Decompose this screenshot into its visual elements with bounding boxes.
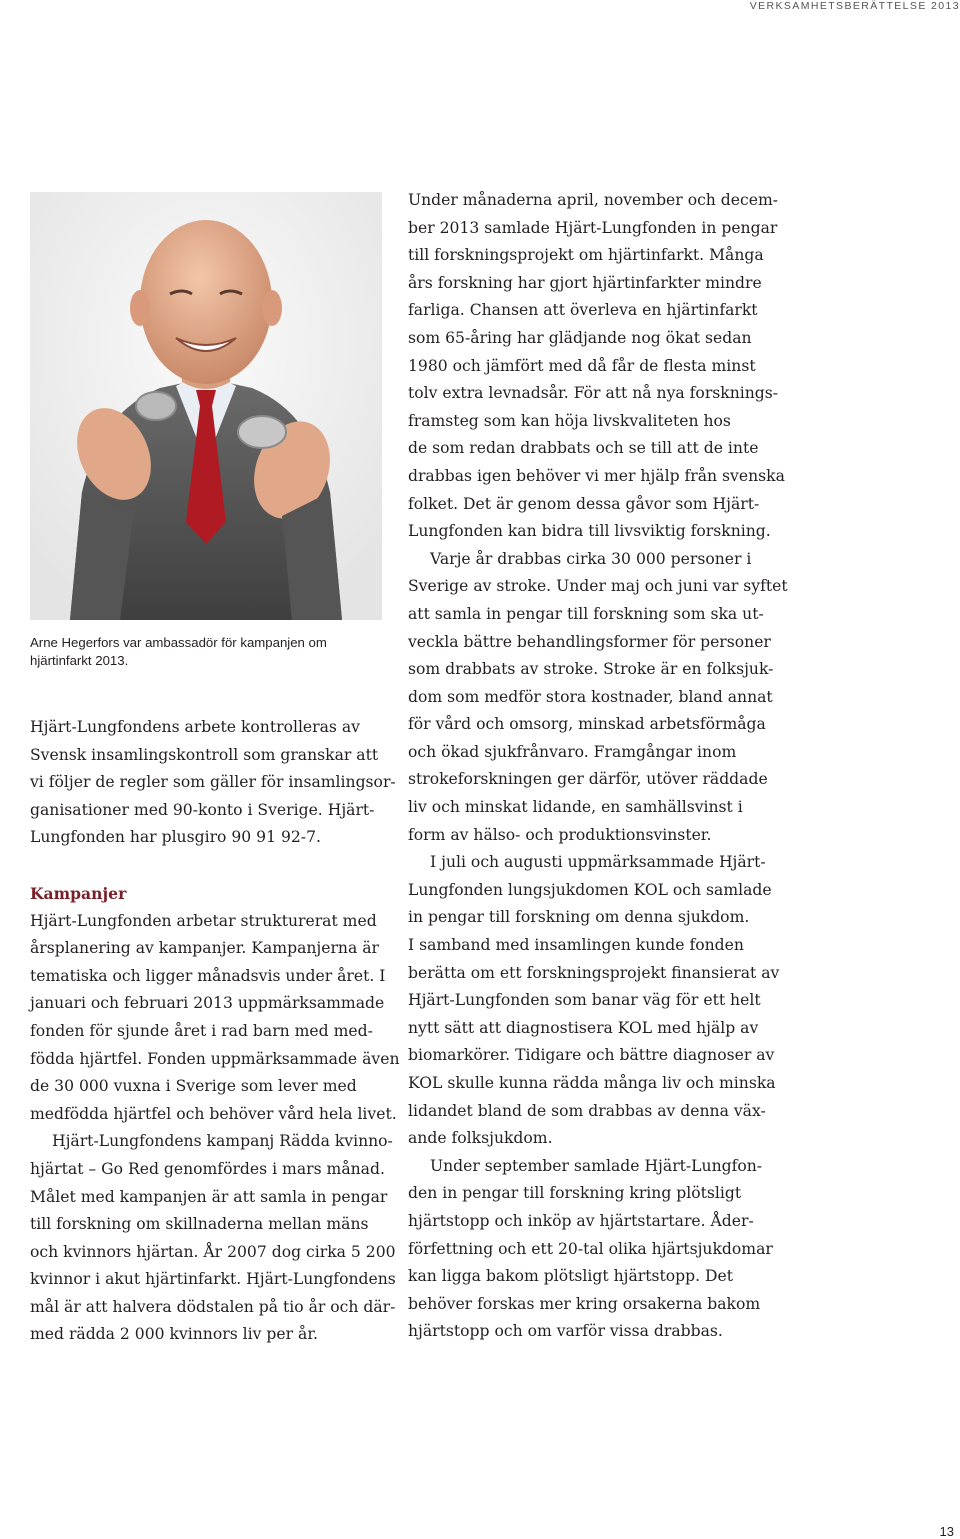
page-number: 13 [939, 1524, 954, 1539]
body-line: januari och februari 2013 uppmärksammade [30, 994, 385, 1013]
body-line: Under september samlade Hjärt-Lungfon- [430, 1156, 763, 1175]
right-column [408, 187, 791, 1346]
body-line: till forskningsprojekt om hjärtinfarkt. Många [408, 246, 764, 265]
body-line: in pengar till forskning om denna sjukdom. [408, 908, 750, 927]
body-line: strokeforskningen ger därför, utöver räddade [408, 770, 768, 789]
body-line: liv och minskat lidande, en samhällsvinst i [408, 798, 743, 817]
body-line: Lungfonden kan bidra till livsviktig forskning. [408, 522, 771, 541]
body-line: Varje år drabbas cirka 30 000 personer i [430, 549, 752, 568]
body-line: berätta om ett forskningsprojekt finansierat av [408, 963, 780, 982]
body-line: I juli och augusti uppmärksammade Hjärt- [430, 853, 766, 872]
body-line: tematiska och ligger månadsvis under året. I [30, 966, 386, 985]
body-line: nytt sätt att diagnostisera KOL med hjälp av [408, 1018, 759, 1037]
intro-line: Svensk insamlingskontroll som granskar att [30, 745, 379, 764]
portrait-photo [30, 192, 382, 620]
body-line: KOL skulle kunna rädda många liv och minska [408, 1074, 776, 1092]
body-line: form av hälso- och produktionsvinster. [408, 825, 712, 844]
body-line: medfödda hjärtfel och behöver vård hela livet. [30, 1104, 397, 1123]
body-line: som drabbats av stroke. Stroke är en folksjuk- [408, 660, 774, 679]
body-line: mål är att halvera dödstalen på tio år och där- [30, 1297, 396, 1316]
body-line: Hjärt-Lungfonden arbetar strukturerat med [30, 911, 377, 930]
body-line: förfettning och ett 20-tal olika hjärtsjukdomar [408, 1239, 773, 1258]
body-line: och ökad sjukfrånvaro. Framgångar inom [408, 742, 737, 761]
body-line: Målet med kampanjen är att samla in pengar [30, 1187, 388, 1206]
body-line: de som redan drabbats och se till att de inte [408, 439, 759, 458]
body-line: hjärtstopp och om varför vissa drabbas. [408, 1322, 723, 1341]
section-heading-kampanjer: Kampanjer [30, 883, 127, 903]
body-line: med rädda 2 000 kvinnors liv per år. [30, 1325, 319, 1344]
body-line: och kvinnors hjärtan. År 2007 dog cirka 5 200 [30, 1242, 396, 1261]
body-line: till forskning om skillnaderna mellan mäns [30, 1215, 369, 1234]
body-line: framsteg som kan höja livskvaliteten hos [408, 411, 731, 430]
body-line: drabbas igen behöver vi mer hjälp från svenska [408, 466, 785, 485]
running-head: VERKSAMHETSBERÄTTELSE 2013 [749, 0, 960, 12]
body-line: den in pengar till forskning kring plötsligt [408, 1184, 742, 1203]
body-line: ber 2013 samlade Hjärt-Lungfonden in pengar [408, 218, 778, 237]
intro-line: Hjärt-Lungfondens arbete kontrolleras av [30, 718, 360, 736]
body-line: hjärtat – Go Red genomfördes i mars månad. [30, 1159, 385, 1178]
body-line: kan ligga bakom plötsligt hjärtstopp. Det [408, 1267, 734, 1286]
body-line: kvinnor i akut hjärtinfarkt. Hjärt-Lungfondens [30, 1270, 396, 1289]
left-column [30, 714, 400, 1349]
body-line: dom som medför stora kostnader, bland annat [408, 687, 773, 706]
body-line: Lungfonden lungsjukdomen KOL och samlade [408, 880, 772, 899]
body-line: Hjärt-Lungfondens kampanj Rädda kvinno- [52, 1132, 393, 1151]
intro-line: ganisationer med 90-konto i Sverige. Hjärt- [30, 800, 375, 819]
body-line: I samband med insamlingen kunde fonden [408, 936, 744, 955]
body-line: födda hjärtfel. Fonden uppmärksammade även [30, 1049, 400, 1068]
body-line: de 30 000 vuxna i Sverige som lever med [30, 1077, 357, 1096]
intro-line: Lungfonden har plusgiro 90 91 92-7. [30, 828, 321, 847]
body-line: folket. Det är genom dessa gåvor som Hjärt- [408, 494, 760, 513]
body-line: som 65-åring har glädjande nog ökat sedan [408, 328, 752, 347]
photo-caption: Arne Hegerfors var ambassadör för kampanjen om hjärtinfarkt 2013. [30, 635, 327, 668]
body-line: att samla in pengar till forskning som ska ut- [408, 604, 764, 623]
body-line: lidandet bland de som drabbas av denna väx- [408, 1101, 766, 1120]
portrait-illustration [30, 192, 382, 620]
body-line: Under månaderna april, november och decem- [408, 191, 779, 209]
body-line: biomarkörer. Tidigare och bättre diagnoser av [408, 1046, 775, 1065]
body-line: årsplanering av kampanjer. Kampanjerna är [30, 939, 379, 958]
body-line: ande folksjukdom. [408, 1129, 553, 1148]
body-line: fonden för sjunde året i rad barn med med- [30, 1021, 373, 1040]
body-line: Hjärt-Lungfonden som banar väg för ett helt [408, 991, 761, 1010]
body-line: behöver forskas mer kring orsakerna bakom [408, 1294, 761, 1313]
body-line: farliga. Chansen att överleva en hjärtinfarkt [408, 301, 758, 320]
intro-line: vi följer de regler som gäller för insamlingsor- [30, 773, 396, 792]
body-line: veckla bättre behandlingsformer för personer [408, 632, 771, 651]
body-line: för vård och omsorg, minskad arbetsförmåga [408, 715, 766, 734]
body-line: hjärtstopp och inköp av hjärtstartare. Åder- [408, 1211, 754, 1230]
body-line: 1980 och jämfört med då får de flesta minst [408, 356, 756, 375]
body-line: Sverige av stroke. Under maj och juni var syftet [408, 577, 788, 596]
body-line: tolv extra levnadsår. För att nå nya forsknings- [408, 384, 779, 403]
body-line: års forskning har gjort hjärtinfarkter mindre [408, 273, 762, 292]
